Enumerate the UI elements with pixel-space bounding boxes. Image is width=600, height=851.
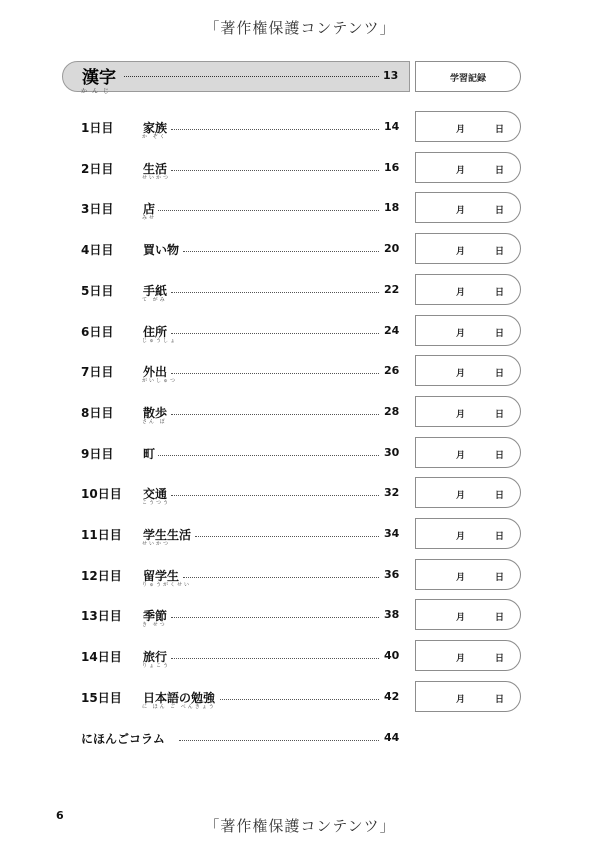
day-label: 日	[495, 613, 505, 623]
dot-leader	[220, 699, 379, 700]
dot-leader	[171, 373, 379, 374]
study-record-box[interactable]	[415, 437, 521, 468]
toc-row[interactable]	[0, 599, 415, 630]
lesson-ruby: に ほん ご べんきょう	[142, 704, 216, 710]
lesson-title: 留学生	[143, 569, 180, 583]
day-number: 6日目	[81, 325, 114, 339]
toc-row[interactable]	[0, 681, 415, 712]
lesson-ruby: みせ	[142, 215, 157, 221]
day-number: 14日目	[81, 650, 122, 664]
day-label: 日	[495, 491, 505, 501]
month-label: 月	[456, 451, 466, 461]
toc-row[interactable]	[0, 192, 415, 223]
section-dot-leader	[124, 76, 379, 77]
month-label: 月	[456, 288, 466, 298]
section-title-ruby: かんじ	[81, 88, 115, 95]
day-number: 7日目	[81, 365, 114, 379]
study-record-box[interactable]	[415, 396, 521, 427]
dot-leader	[183, 577, 379, 578]
month-label: 月	[456, 532, 466, 542]
day-number: 12日目	[81, 569, 122, 583]
page-ref: 14	[384, 120, 400, 133]
day-number: 2日目	[81, 162, 114, 176]
lesson-ruby: りゅうがくせい	[142, 582, 192, 588]
page-ref: 34	[384, 527, 400, 540]
month-label: 月	[456, 573, 466, 583]
lesson-title: 生活	[143, 162, 168, 176]
page-ref: 32	[384, 486, 400, 499]
lesson-title: 旅行	[143, 650, 168, 664]
dot-leader	[179, 740, 379, 741]
lesson-ruby: さん ぽ	[142, 419, 167, 425]
page-ref: 30	[384, 446, 400, 459]
study-record-box[interactable]	[415, 559, 521, 590]
page-ref: 24	[384, 324, 400, 337]
page-ref: 28	[384, 405, 400, 418]
dot-leader	[158, 210, 379, 211]
month-label: 月	[456, 491, 466, 501]
column-page-ref: 44	[384, 731, 400, 744]
day-number: 5日目	[81, 284, 114, 298]
toc-row[interactable]	[0, 437, 415, 468]
toc-row[interactable]	[0, 396, 415, 427]
month-label: 月	[456, 369, 466, 379]
day-label: 日	[495, 125, 505, 135]
month-label: 月	[456, 166, 466, 176]
page-number: 6	[56, 809, 64, 822]
day-number: 10日目	[81, 487, 122, 501]
month-label: 月	[456, 613, 466, 623]
day-label: 日	[495, 166, 505, 176]
day-label: 日	[495, 288, 505, 298]
lesson-title: 店	[143, 202, 156, 216]
toc-row[interactable]	[0, 152, 415, 183]
study-record-box[interactable]	[415, 518, 521, 549]
lesson-title: 日本語の勉強	[143, 691, 216, 705]
toc-row[interactable]	[0, 518, 415, 549]
lesson-title: 季節	[143, 609, 168, 623]
day-label: 日	[495, 573, 505, 583]
study-record-box[interactable]	[415, 274, 521, 305]
lesson-title: 町	[143, 447, 156, 461]
dot-leader	[158, 455, 379, 456]
day-number: 9日目	[81, 447, 114, 461]
day-number: 3日目	[81, 202, 114, 216]
study-record-box[interactable]	[415, 152, 521, 183]
lesson-title: 家族	[143, 121, 168, 135]
month-label: 月	[456, 125, 466, 135]
dot-leader	[171, 292, 379, 293]
study-record-box[interactable]	[415, 640, 521, 671]
lesson-title: 学生生活	[143, 528, 192, 542]
page-ref: 36	[384, 568, 400, 581]
page-ref: 22	[384, 283, 400, 296]
study-record-box[interactable]	[415, 477, 521, 508]
study-record-label: 学習記録	[449, 74, 486, 84]
day-label: 日	[495, 247, 505, 257]
lesson-ruby: こうつう	[142, 500, 171, 506]
section-title: 漢字	[82, 68, 116, 88]
lesson-title: 住所	[143, 325, 168, 339]
lesson-ruby: じゅうしょ	[142, 338, 178, 344]
day-label: 日	[495, 369, 505, 379]
study-record-box[interactable]	[415, 315, 521, 346]
dot-leader	[195, 536, 379, 537]
lesson-ruby: て がみ	[142, 297, 167, 303]
day-label: 日	[495, 206, 505, 216]
dot-leader	[171, 414, 379, 415]
page-ref: 26	[384, 364, 400, 377]
watermark-top: 「著作権保護コンテンツ」	[204, 19, 396, 37]
month-label: 月	[456, 695, 466, 705]
study-record-box[interactable]	[415, 233, 521, 264]
day-label: 日	[495, 695, 505, 705]
day-label: 日	[495, 329, 505, 339]
day-label: 日	[495, 410, 505, 420]
page-ref: 38	[384, 608, 400, 621]
month-label: 月	[456, 206, 466, 216]
lesson-title: 交通	[143, 487, 168, 501]
watermark-bottom: 「著作権保護コンテンツ」	[204, 817, 396, 835]
page-ref: 18	[384, 201, 400, 214]
dot-leader	[171, 129, 379, 130]
day-label: 日	[495, 654, 505, 664]
dot-leader	[171, 617, 379, 618]
toc-row[interactable]	[0, 111, 415, 142]
day-number: 11日目	[81, 528, 122, 542]
dot-leader	[171, 333, 379, 334]
month-label: 月	[456, 329, 466, 339]
lesson-ruby: せいかつ	[142, 175, 171, 181]
lesson-title: 外出	[143, 365, 168, 379]
page-ref: 16	[384, 161, 400, 174]
dot-leader	[171, 495, 379, 496]
toc-row[interactable]	[0, 559, 415, 590]
dot-leader	[171, 658, 379, 659]
day-number: 15日目	[81, 691, 122, 705]
lesson-title: 買い物	[143, 243, 180, 257]
study-record-box[interactable]	[415, 355, 521, 386]
day-number: 1日目	[81, 121, 114, 135]
dot-leader	[171, 170, 379, 171]
study-record-box[interactable]	[415, 599, 521, 630]
study-record-box[interactable]	[415, 192, 521, 223]
day-number: 13日目	[81, 609, 122, 623]
toc-row[interactable]	[0, 477, 415, 508]
column-title: にほんごコラム	[81, 732, 165, 746]
page-ref: 40	[384, 649, 400, 662]
day-label: 日	[495, 532, 505, 542]
toc-row[interactable]	[0, 315, 415, 346]
lesson-ruby: か ぞく	[142, 134, 167, 140]
month-label: 月	[456, 247, 466, 257]
study-record-header	[415, 61, 521, 92]
day-label: 日	[495, 451, 505, 461]
toc-row[interactable]	[0, 274, 415, 305]
section-page-number: 13	[383, 69, 399, 82]
day-number: 4日目	[81, 243, 114, 257]
study-record-box[interactable]	[415, 681, 521, 712]
toc-row[interactable]	[0, 233, 415, 264]
toc-row[interactable]	[0, 640, 415, 671]
month-label: 月	[456, 410, 466, 420]
study-record-box[interactable]	[415, 111, 521, 142]
toc-row-column[interactable]	[0, 722, 415, 753]
page-ref: 42	[384, 690, 400, 703]
lesson-ruby: がいしゅつ	[142, 378, 178, 384]
lesson-ruby: りょこう	[142, 663, 171, 669]
dot-leader	[183, 251, 379, 252]
day-number: 8日目	[81, 406, 114, 420]
lesson-ruby: き せつ	[142, 622, 167, 628]
month-label: 月	[456, 654, 466, 664]
toc-row[interactable]	[0, 355, 415, 386]
lesson-title: 散歩	[143, 406, 168, 420]
lesson-title: 手紙	[143, 284, 168, 298]
lesson-ruby: せいかつ	[142, 541, 171, 547]
page-ref: 20	[384, 242, 400, 255]
